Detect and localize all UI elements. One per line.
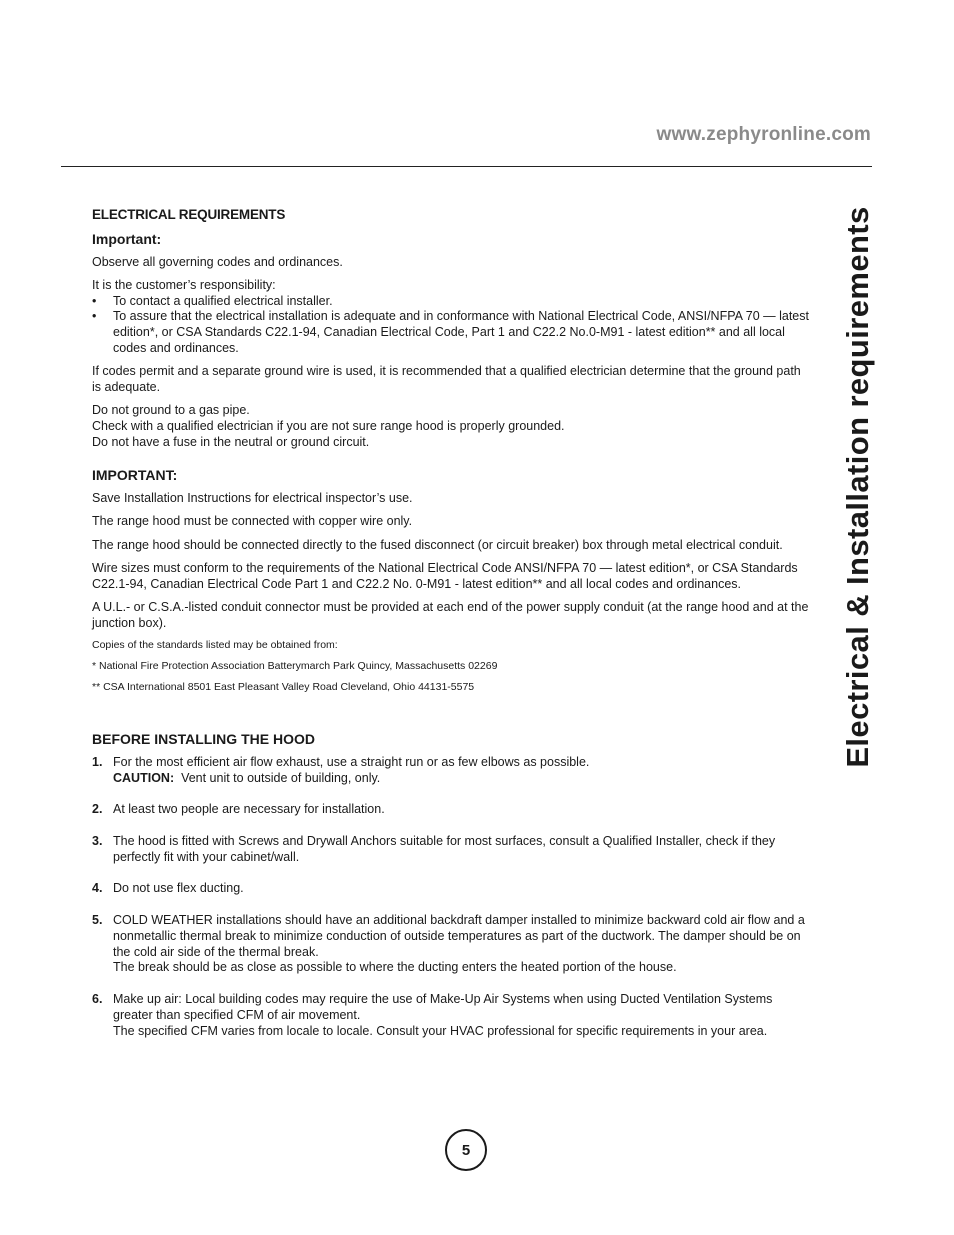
- paragraph: Wire sizes must conform to the requirements of the National Electrical Code ANSI/NFPA 70 — latest edition*, or CSA Standards C22.1-94, Canadian Electrical Code Part 1 and C22.2 No. 0-M91 - latest edition** and all local codes and ordinances.: [92, 561, 798, 591]
- header-divider: [61, 166, 872, 167]
- list-item: • To assure that the electrical installation is adequate and in conformance with National Electrical Code, ANSI/NFPA 70 — latest edition*, or CSA Standards C22.1-94, Canadian Electrical Code, Part 1 and C22.2 No.0-M91 - latest edition** and all local codes and ordinances.: [92, 309, 812, 356]
- step-number: 1.: [92, 755, 103, 770]
- small-note: ** CSA International 8501 East Pleasant Valley Road Cleveland, Ohio 44131-5575: [92, 681, 475, 694]
- step-text: The specified CFM varies from locale to locale. Consult your HVAC professional for specific requirements in your area.: [113, 1023, 768, 1038]
- step-text: The break should be as close as possible to where the ducting enters the heated portion of the house.: [113, 960, 677, 975]
- note-line: Check with a qualified electrician if you are not sure range hood is properly grounded.: [92, 419, 565, 434]
- grounding-notes: [92, 403, 812, 450]
- step-text: At least two people are necessary for installation.: [113, 802, 385, 817]
- page-number: 5: [445, 1129, 487, 1171]
- responsibility-list: [92, 294, 812, 357]
- note-line: Do not ground to a gas pipe.: [92, 403, 250, 418]
- paragraph: A U.L.- or C.S.A.-listed conduit connector must be provided at each end of the power supply conduit (at the range hood and at the junction box).: [92, 600, 809, 630]
- step-number: 3.: [92, 834, 103, 849]
- step-number: 2.: [92, 802, 103, 817]
- step-item: [92, 802, 812, 818]
- installation-steps: [92, 755, 812, 1039]
- step-item: [92, 992, 853, 1039]
- electrical-requirements-heading: ELECTRICAL REQUIREMENTS: [92, 207, 286, 222]
- step-item: [92, 834, 812, 866]
- step-number: 6.: [92, 991, 103, 1006]
- step-text: Make up air: Local building codes may require the use of Make-Up Air Systems when using Ducted Ventilation Systems greater than specified CFM of air movement.: [113, 991, 773, 1022]
- website-url: www.zephyronline.com: [656, 124, 871, 145]
- step-number: 5.: [92, 913, 103, 927]
- paragraph: Save Installation Instructions for electrical inspector’s use.: [92, 491, 413, 506]
- step-text: Do not use flex ducting.: [113, 881, 244, 896]
- note-line: Do not have a fuse in the neutral or ground circuit.: [92, 435, 370, 450]
- paragraph: If codes permit and a separate ground wire is used, it is recommended that a qualified electrician determine that the ground path is adequate.: [92, 364, 801, 395]
- small-note: * National Fire Protection Association Batterymarch Park Quincy, Massachusetts 02269: [92, 660, 498, 673]
- step-item: [92, 913, 812, 976]
- before-installing-heading: BEFORE INSTALLING THE HOOD: [92, 731, 315, 748]
- caution-line: [113, 771, 812, 787]
- paragraph: Observe all governing codes and ordinances.: [92, 254, 343, 269]
- important-heading: IMPORTANT:: [92, 467, 178, 484]
- side-section-title: Electrical & Installation requirements: [840, 206, 875, 768]
- important-label: Important:: [92, 230, 162, 247]
- step-text: COLD WEATHER installations should have an additional backdraft damper installed to minimize backward cold air flow and a nonmetallic thermal break to minimize conduction of outside temperatures as part of the ductwork. The damper should be on the cold air side of the thermal break.: [113, 913, 805, 959]
- list-item: • To contact a qualified electrical installer.: [92, 294, 812, 310]
- caution-text: Vent unit to outside of building, only.: [181, 770, 381, 785]
- step-item: [92, 881, 812, 897]
- caution-label: CAUTION:: [113, 770, 175, 785]
- step-number: 4.: [92, 881, 103, 896]
- step-item: [92, 755, 812, 787]
- step-text: For the most efficient air flow exhaust, use a straight run or as few elbows as possible.: [113, 755, 590, 770]
- main-content: [92, 207, 812, 1055]
- paragraph: The range hood must be connected with copper wire only.: [92, 514, 413, 529]
- paragraph: It is the customer’s responsibility:: [92, 277, 276, 292]
- step-text: The hood is fitted with Screws and Drywall Anchors suitable for most surfaces, consult a Qualified Installer, check if they perfectly fit with your cabinet/wall.: [113, 834, 776, 864]
- paragraph: The range hood should be connected directly to the fused disconnect (or circuit breaker) box through metal electrical conduit.: [92, 537, 783, 552]
- small-note: Copies of the standards listed may be obtained from:: [92, 639, 338, 652]
